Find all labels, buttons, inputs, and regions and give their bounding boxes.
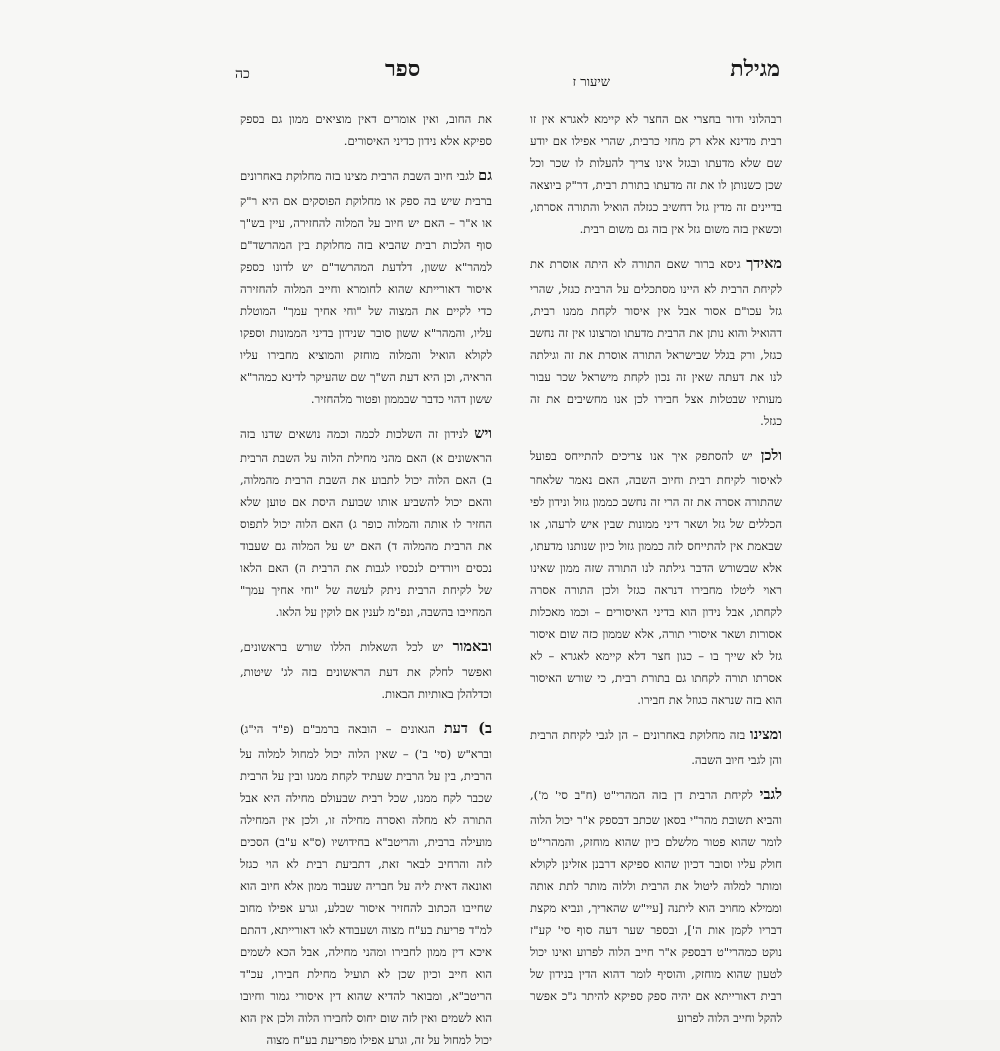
paragraph: [530, 250, 782, 432]
paragraph: [240, 420, 492, 624]
paragraph-lead-word: ומצינו: [749, 726, 782, 744]
paragraph-text: רבהלוני ודור בחצרי אם החצר לא קיימא לאגרא אין זו רבית מדינא אלא רק מחזי כרבית, שהרי אפילו אם יודע שם שלא מדעתו ובגזל אינו צריך להעלות לו שכר וכל שכן כשנותן לו את זה מדעתו בתורת רבית, דר"ק ביוצאה בדיינים זה מדין גזל דחשיב כגזלה הואיל והתורה אסרתו, וכשאין בזה משום גזל אין בזה גם משום רבית.: [530, 112, 782, 237]
paragraph-lead-word: ובאמור: [452, 638, 492, 656]
paragraph-lead-word: גם: [478, 167, 492, 185]
paragraph: [530, 108, 782, 240]
paragraph-lead-word: לגבי: [759, 786, 782, 804]
page-number: כה: [235, 66, 250, 82]
paragraph-lead-word: מאידך: [746, 255, 782, 273]
paragraph-text: לגבי חיוב השבת הרבית מצינו בזה מחלוקת באחרונים ברבית שיש בה ספק או מחלוקת הפוסקים אם היא ר"ק או א"ר – האם יש חיוב על המלוה להחזירה, עיין בש"ך סוף הלכות רבית שהביא בזה מחלוקת בין המהרשד"ם למהר"א ששון, דלדעת המהרשד"ם יש לדונו כספק איסור דאורייתא שהוא לחומרא וחייב המלוה להחזירה כדי לקיים את המצוה של "וחי אחיך עמך" המוטלת עליו, והמהר"א ששון סובר שנידון בדיני הממונות וספקו לקולא הואיל והמלוה מוחזק והמוציא מחבירו עליו הראיה, וכן היא דעת הש"ך שם שהעיקר לדינא כמהר"א ששון דהוי כדבר שבממון ופטור מלהחזיר.: [240, 169, 492, 406]
lesson-label: שיעור ז: [572, 75, 610, 90]
paragraph-text: בזה מחלוקת באחרונים – הן לגבי לקיחת הרבית והן לגבי חיוב השבה.: [530, 728, 782, 768]
paragraph-text: לנידון זה השלכות לכמה וכמה נושאים שדנו בזה הראשונים א) האם מהני מחילת הלוה על השבת הרבית ב) האם הלוה יכול לתבוע את השבת הרבית מהמלוה, והאם יכול להשביע אותו שבועת היסת אם טוען שלא החזיר לו אותה והמלוה כופר ג) האם הלוה יכול לתפוס את הרבית מהמלוה ד) האם יש על המלוה גם שעבוד נכסים ויורדים לנכסיו לגבות את הרבית ה) האם הלאו של לקיחת הרבית ניתק לעשה של "וחי אחיך עמך" המחייבו בהשבה, ונפ"מ לענין אם לוקין על הלאו.: [240, 426, 492, 620]
left-text-column: [240, 108, 492, 1047]
paragraph-text: יש להסתפק איך אנו צריכים להתייחס בפועל לאיסור לקיחת רבית וחיוב השבה, האם נאמר שלאחר שהתורה אסרה את זה הרי זה נחשב כממון גזול ונידון לפי הכללים של גזל ושאר דיני ממונות שבין איש לרעהו, או שבאמת אין להתייחס לזה כממון גזול כיון שנותנו מדעתו, אלא שבשורש הדבר גילתה לנו התורה שזה ממון שאינו ראוי ליטלו מחבירו דנראה כגזל ולכן התורה אסרה לקחתו, אבל נידון הוא בדיני האיסורים – וכמו מאכלות אסורות ושאר איסורי תורה, אלא שממון כזה שום איסור גזל לא שייך בו – כגון חצר דלא קיימא לאגרא – לא אסרתו תורה לקחתו גם בתורת רבית, כי שורש האיסור הוא בזה שנראה כגוזל את חבירו.: [530, 448, 782, 708]
paragraph: [240, 715, 492, 1051]
running-title-left: ספר: [385, 56, 421, 82]
right-text-column: [530, 108, 782, 1025]
paragraph-text: לקיחת הרבית דן בזה המהרי"ט (ח"ב סי' מ'), והביא תשובת מהר"י בסאן שכתב דבספק א"ר יכול הלוה לומר שהוא פטור מלשלם כיון שהוא מוחזק, והמהרי"ט חולק עליו וסובר דכיון שהוא ספיקא דרבנן אזלינן לקולא ומותר למלוה ליטול את הרבית וללוה מותר לתת אותה וממילא מחויב הוא ליתנה [עיי"ש שהאריך, ונביא מקצת דבריו לקמן אות ה'], ובספר שער דעה סוף סי' קע"ז נוקט כמהרי"ט דבספק א"ר חייב הלוה לפרוע ואינו יכול לטעון שהוא מוחזק, והוסיף לומר דהוא הדין בנידון של רבית דאורייתא אם יהיה ספק ספיקא להיתר ג"כ אפשר להקל וחייב הלוה לפרוע: [530, 788, 782, 1025]
paragraph-lead-word: ויש: [474, 424, 492, 442]
paragraph-lead-word: ב) דעת: [443, 719, 492, 737]
paragraph-text: הגאונים – הובאה ברמב"ם (פ"ד הי"ג) וברא"ש (סי' ב') – שאין הלוה יכול למחול למלוה על הרבית, בין על הרבית שעתיד לקחת ממנו ובין על הרבית שכבר לקח ממנו, שכל רבית שבעולם מחילה היא אבל התורה לא מחלה ואסרה מחילה זו, ולכן אין המחילה מועילה ברבית, והריטב"א בחידושיו (ס"א ע"ב) הסכים לזה והרחיב לבאר זאת, דתביעת רבית לא הוי כגזל ואונאה דאית ליה על חבריה שעבוד ממון אלא חיוב הוא שחייבו הכתוב להחזיר איסור שבלע, וגרע אפילו מחוב למ"ד פריעת בע"ח מצוה ושעבודא לאו דאורייתא, דהתם איכא דין ממון לחבירו ומהני מחילה, אבל הכא לשמים הוא חייב וכיון שכן לא תועיל מחילת חבירו, עכ"ד הריטב"א, ומבואר להדיא שהוא דין איסורי גמור וחיובו הוא לשמים ואין לזה שום יחוס לחבירו הלוה ולכן אין הוא יכול למחול על זה, וגרע אפילו מפריעת בע"ח מצוה: [240, 721, 492, 1047]
page-header: [235, 52, 780, 92]
paragraph: [240, 633, 492, 705]
paragraph: [530, 442, 782, 712]
running-title-right: מגילת: [730, 56, 780, 82]
paragraph: [530, 721, 782, 771]
paragraph-text: יש לכל השאלות הללו שורש בראשונים, ואפשר לחלק את דעת הראשונים בזה לג' שיטות, וכדלהלן באותיות הבאות.: [240, 640, 492, 701]
paragraph: [240, 162, 492, 410]
paragraph-text: גיסא ברור שאם התורה לא היתה אוסרת את לקיחת הרבית לא היינו מסתכלים על הרבית כגזל, שהרי גזל עכו"ם אסור אבל אין איסור לקחת ממנו רבית, דהואיל והוא נותן את הרבית מדעתו ומרצונו אין זה נחשב כגזל, ורק בגלל שבישראל התורה אוסרת את זה וגילתה לנו את דעתה שאין זה נכון לקחת מישראל שכר עבור מעותיו שבטלות אצל חבירו לכן אנו מחשיבים את זה כגזל.: [530, 257, 782, 428]
paragraph: [530, 781, 782, 1029]
paragraph-lead-word: ולכן: [760, 446, 782, 464]
paragraph-text: את החוב, ואין אומרים דאין מוציאים ממון גם בספק ספיקא אלא נידון כדיני האיסורים.: [240, 112, 492, 149]
paragraph: [240, 108, 492, 152]
